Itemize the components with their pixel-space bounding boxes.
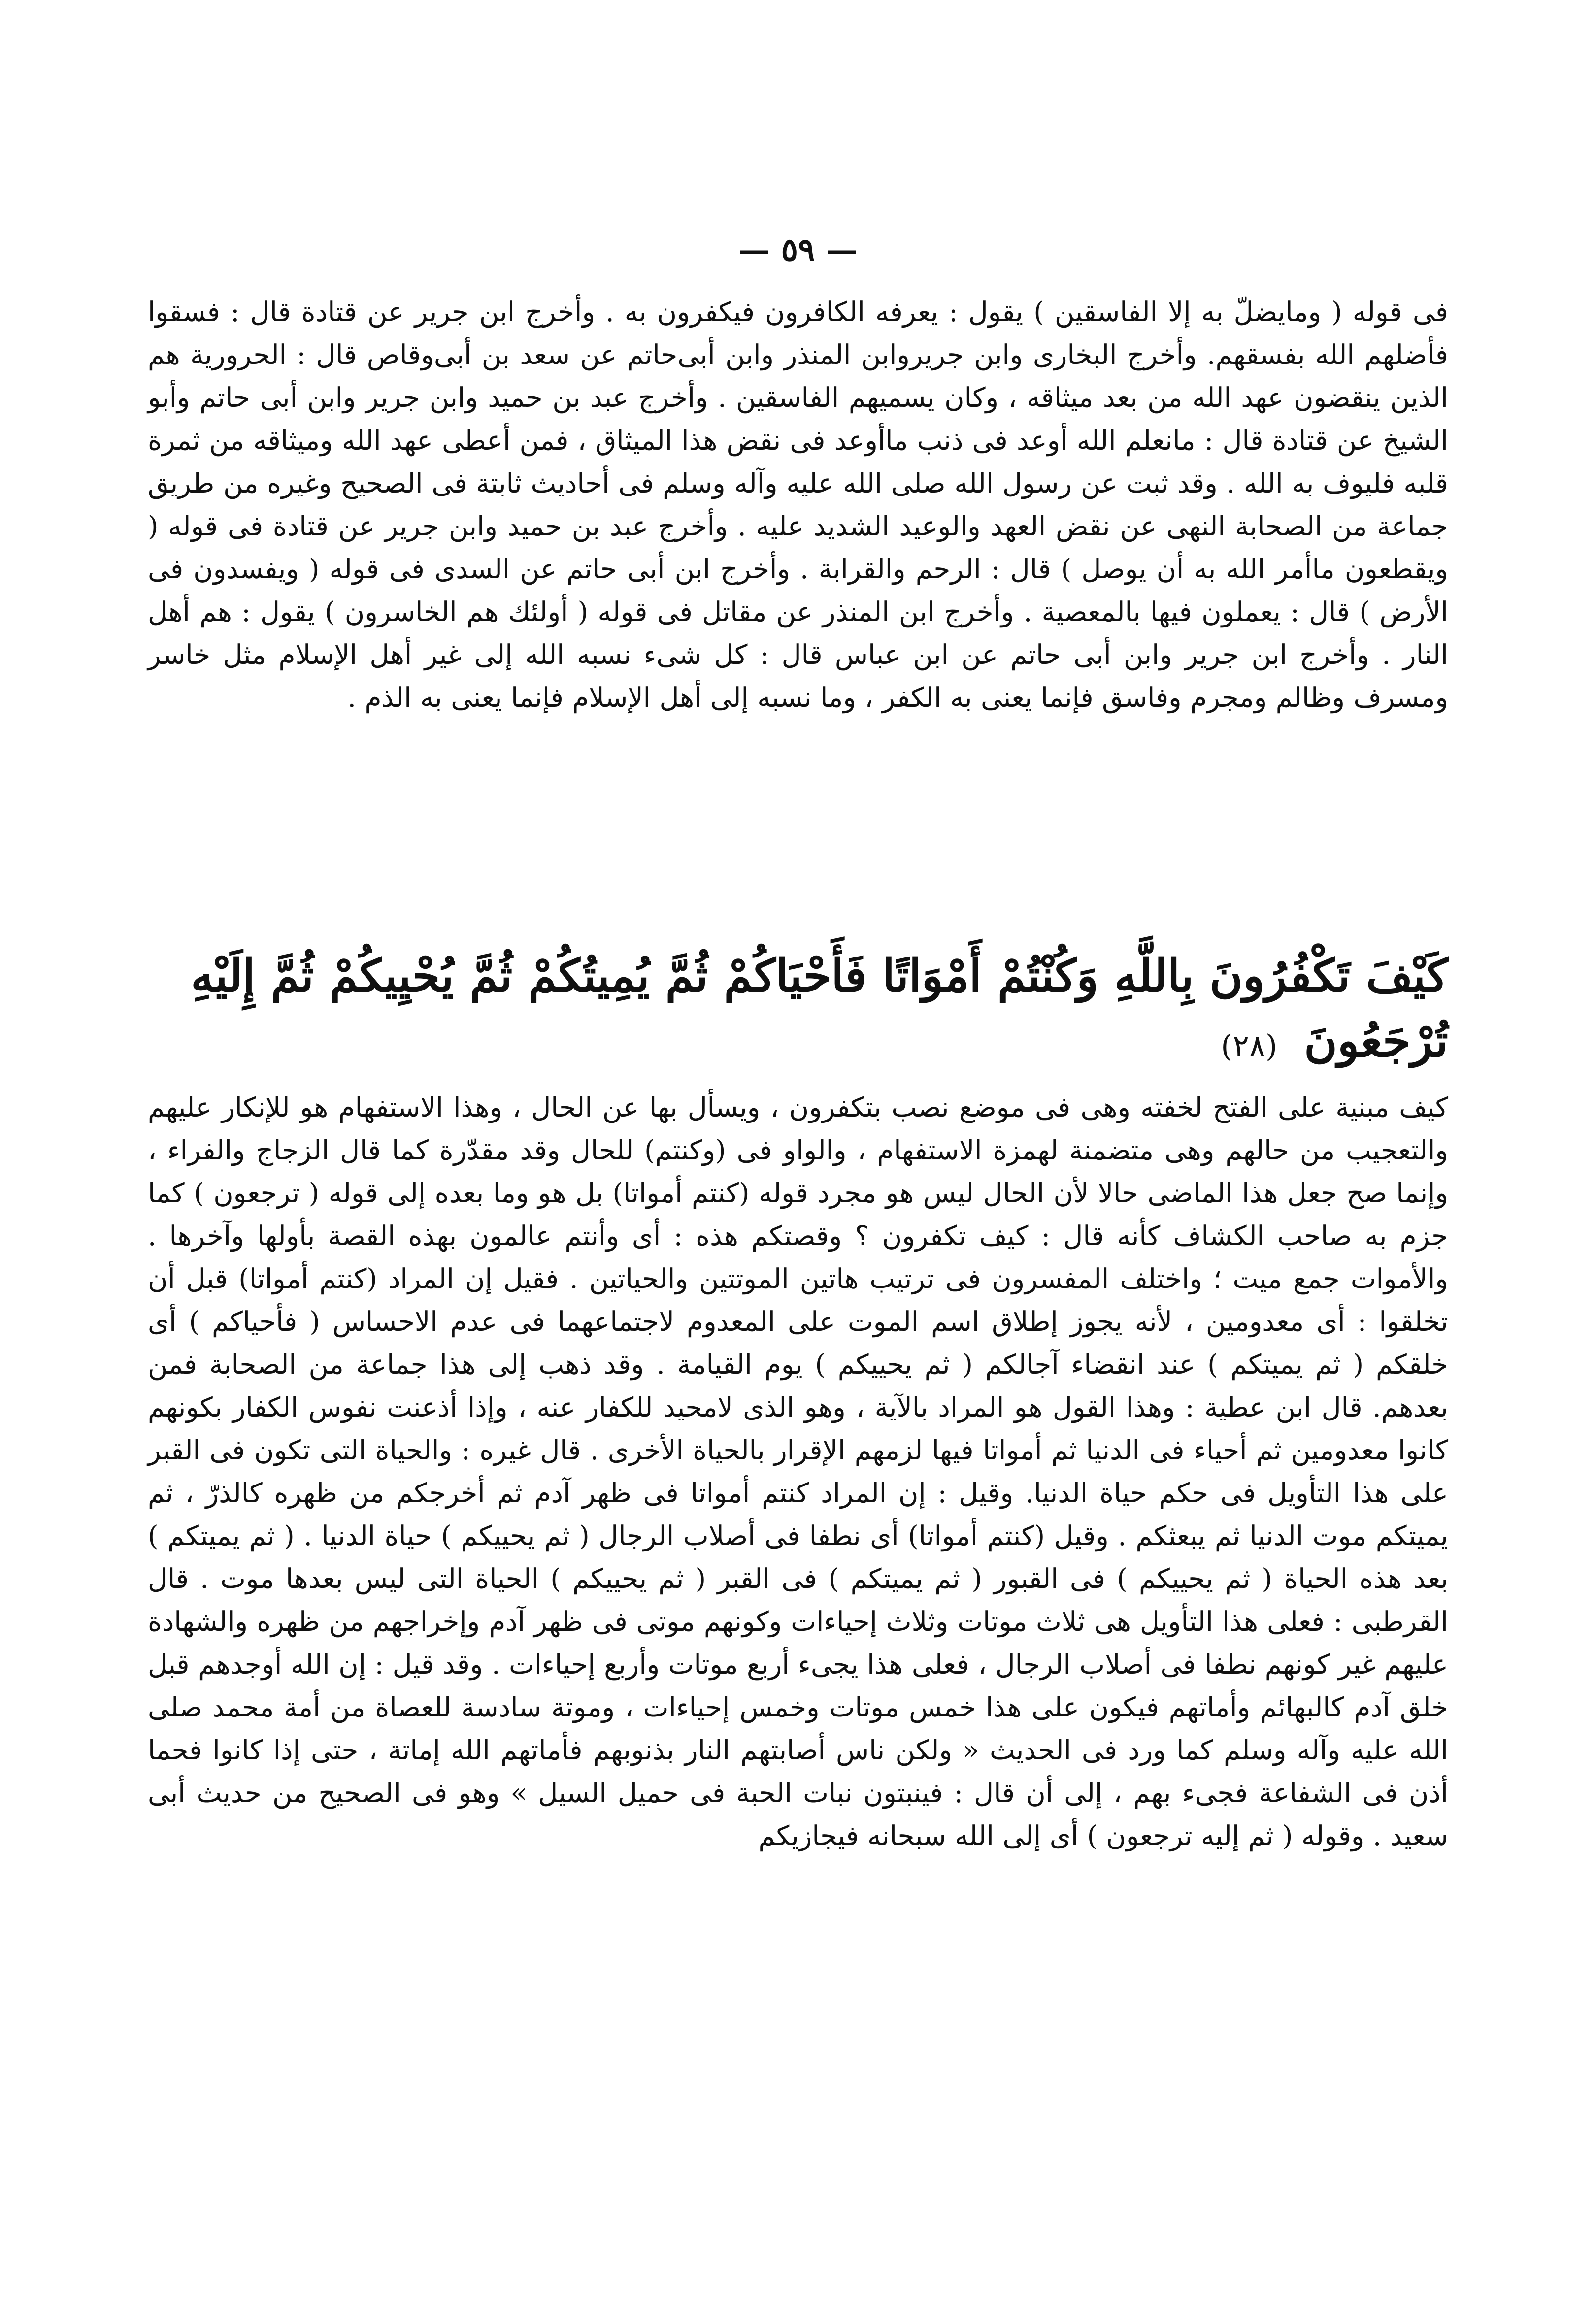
- commentary-top: [148, 291, 1448, 719]
- verse-text: كَيْفَ تَكْفُرُونَ بِاللَّهِ وَكُنْتُمْ أَمْوَاتًا فَأَحْيَاكُمْ ثُمَّ يُمِيتُكُمْ ثُمَّ يُحْيِيكُمْ ثُمَّ إِلَيْهِ تُرْجَعُونَ: [191, 949, 1448, 1067]
- verse-number: (٢٨): [1221, 1028, 1278, 1064]
- commentary-paragraph: كيف مبنية على الفتح لخفته وهى فى موضع نصب بتكفرون ، ويسأل بها عن الحال ، وهذا الاستفهام هو للإنكار عليهم والتعجيب من حالهم وهى متضمنة لهمزة الاستفهام ، والواو فى (وكنتم) للحال وقد مقدّرة كما قال الزجاج والفراء ، وإنما صح جعل هذا الماضى حالا لأن الحال ليس هو مجرد قوله (كنتم أمواتا) بل هو وما بعده إلى قوله ( ترجعون ) كما جزم به صاحب الكشاف كأنه قال : كيف تكفرون ؟ وقصتكم هذه : أى وأنتم عالمون بهذه القصة بأولها وآخرها . والأموات جمع ميت ؛ واختلف المفسرون فى ترتيب هاتين الموتتين والحياتين . فقيل إن المراد (كنتم أمواتا) قبل أن تخلقوا : أى معدومين ، لأنه يجوز إطلاق اسم الموت على المعدوم لاجتماعهما فى عدم الاحساس ( فأحياكم ) أى خلقكم ( ثم يميتكم ) عند انقضاء آجالكم ( ثم يحييكم ) يوم القيامة . وقد ذهب إلى هذا جماعة من الصحابة فمن بعدهم. قال ابن عطية : وهذا القول هو المراد بالآية ، وهو الذى لامحيد للكفار عنه ، وإذا أذعنت نفوس الكفار بكونهم كانوا معدومين ثم أحياء فى الدنيا ثم أمواتا فيها لزمهم الإقرار بالحياة الأخرى . قال غيره : والحياة التى تكون فى القبر على هذا التأويل فى حكم حياة الدنيا. وقيل : إن المراد كنتم أمواتا فى ظهر آدم ثم أخرجكم من ظهره كالذرّ ، ثم يميتكم موت الدنيا ثم يبعثكم . وقيل (كنتم أمواتا) أى نطفا فى أصلاب الرجال ( ثم يحييكم ) حياة الدنيا . ( ثم يميتكم ) بعد هذه الحياة ( ثم يحييكم ) فى القبور ( ثم يميتكم ) فى القبر ( ثم يحييكم ) الحياة التى ليس بعدها موت . قال القرطبى : فعلى هذا التأويل هى ثلاث موتات وثلاث إحياءات وكونهم موتى فى ظهر آدم وإخراجهم من ظهره والشهادة عليهم غير كونهم نطفا فى أصلاب الرجال ، فعلى هذا يجىء أربع موتات وأربع إحياءات . وقد قيل : إن الله أوجدهم قبل خلق آدم كالبهائم وأماتهم فيكون على هذا خمس موتات وخمس إحياءات ، وموتة سادسة للعصاة من أمة محمد صلى الله عليه وآله وسلم كما ورد فى الحديث « ولكن ناس أصابتهم النار بذنوبهم فأماتهم الله إماتة ، حتى إذا كانوا فحما أذن فى الشفاعة فجىء بهم ، إلى أن قال : فينبتون نبات الحبة فى حميل السيل » وهو فى الصحيح من حديث أبى سعيد . وقوله ( ثم إليه ترجعون ) أى إلى الله سبحانه فيجازيكم: [148, 1091, 1448, 1851]
- quran-verse: [148, 943, 1448, 1079]
- commentary-paragraph: فى قوله ( ومايضلّ به إلا الفاسقين ) يقول : يعرفه الكافرون فيكفرون به . وأخرج ابن جرير عن قتادة قال : فسقوا فأضلهم الله بفسقهم. وأخرج البخارى وابن جريروابن المنذر وابن أبى‌حاتم عن سعد بن أبى‌وقاص قال : الحرورية هم الذين ينقضون عهد الله من بعد ميثاقه ، وكان يسميهم الفاسقين . وأخرج عبد بن حميد وابن جرير وابن أبى حاتم وأبو الشيخ عن قتادة قال : مانعلم الله أوعد فى ذنب ماأوعد فى نقض هذا الميثاق ، فمن أعطى عهد الله وميثاقه من ثمرة قلبه فليوف به الله . وقد ثبت عن رسول الله صلى الله عليه وآله وسلم فى أحاديث ثابتة فى الصحيح وغيره من طريق جماعة من الصحابة النهى عن نقض العهد والوعيد الشديد عليه . وأخرج عبد بن حميد وابن جرير عن قتادة فى قوله ( ويقطعون ماأمر الله به أن يوصل ) قال : الرحم والقرابة . وأخرج ابن أبى حاتم عن السدى فى قوله ( ويفسدون فى الأرض ) قال : يعملون فيها بالمعصية . وأخرج ابن المنذر عن مقاتل فى قوله ( أولئك هم الخاسرون ) يقول : هم أهل النار . وأخرج ابن جرير وابن أبى حاتم عن ابن عباس قال : كل شىء نسبه الله إلى غير أهل الإسلام مثل خاسر ومسرف وظالم ومجرم وفاسق فإنما يعنى به الكفر ، وما نسبه إلى أهل الإسلام فإنما يعنى به الذم .: [148, 296, 1448, 713]
- commentary-bottom: [148, 1086, 1448, 1857]
- page-number: — ٥٩ —: [738, 231, 858, 268]
